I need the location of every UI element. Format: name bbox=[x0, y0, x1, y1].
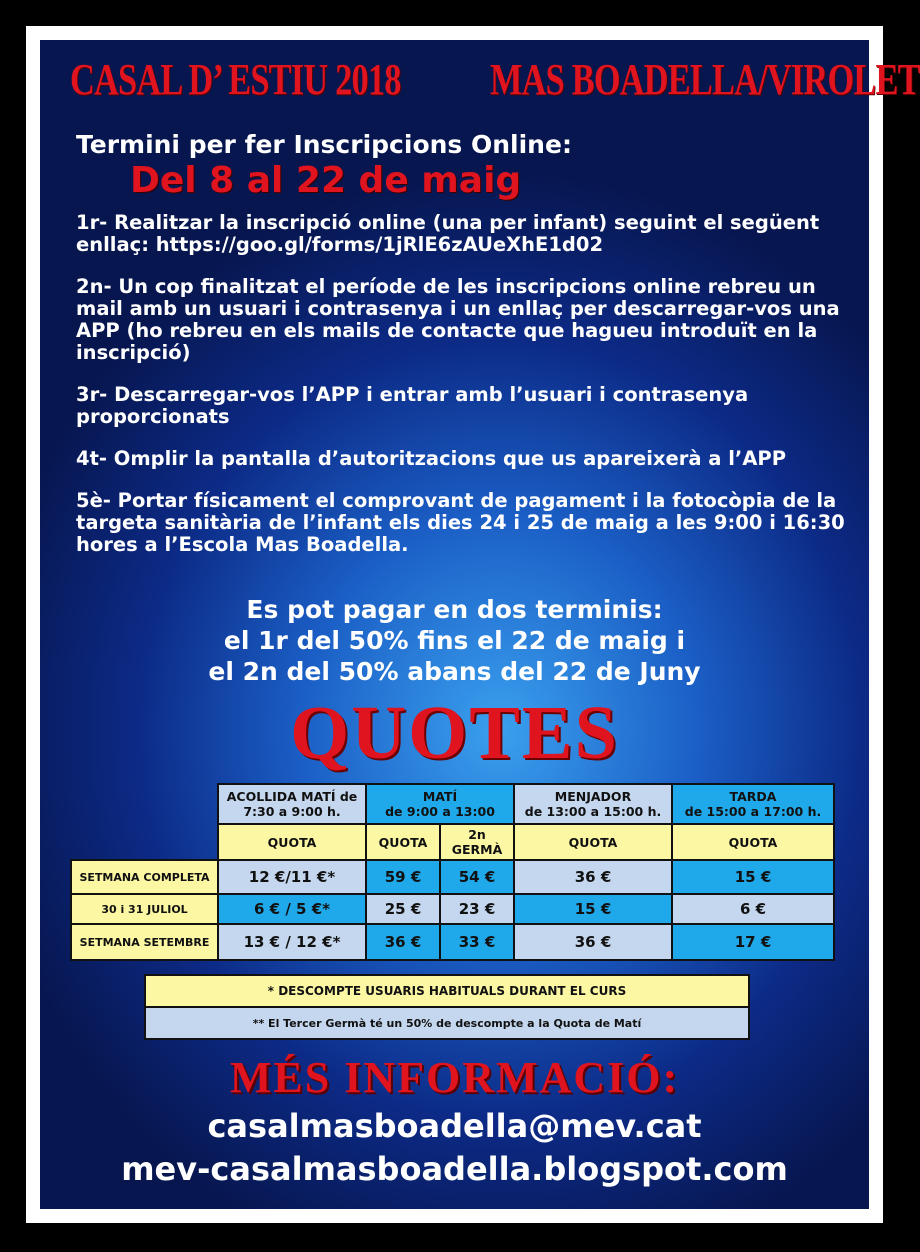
cell-value: 36 € bbox=[366, 924, 440, 960]
header-acollida-title: ACOLLIDA MATÍ de bbox=[226, 789, 358, 804]
cell-value: 23 € bbox=[440, 894, 514, 924]
cell-value: 6 € / 5 €* bbox=[218, 894, 366, 924]
step-5: 5è- Portar físicament el comprovant de pagament i la fotocòpia de la targeta sanitària de l’infant els dies 24 i 25 de maig a les 9:00 i 16:30 hores a l’Escola Mas Boadella. bbox=[76, 489, 845, 556]
poster bbox=[40, 40, 920, 1209]
table-empty-corner bbox=[71, 784, 218, 824]
note-discount: * DESCOMPTE USUARIS HABITUALS DURANT EL CURS bbox=[145, 975, 749, 1007]
subheader-2n-germa: 2n GERMÀ bbox=[440, 824, 514, 860]
title-right: MAS BOADELLA/VIROLET bbox=[490, 55, 920, 104]
payment-line-1: Es pot pagar en dos terminis: bbox=[246, 595, 663, 624]
note-third-sibling: ** El Tercer Germà té un 50% de descompte a la Quota de Matí bbox=[145, 1007, 749, 1039]
subheader-quota: QUOTA bbox=[672, 824, 834, 860]
header-menjador bbox=[514, 784, 672, 824]
cell-value: 6 € bbox=[672, 894, 834, 924]
header-tarda bbox=[672, 784, 834, 824]
quotes-title: QUOTES bbox=[290, 691, 619, 775]
notes-table bbox=[144, 974, 750, 1040]
contact-email[interactable]: casalmasboadella@mev.cat bbox=[207, 1107, 702, 1145]
header-mati-sub: de 9:00 a 13:00 bbox=[385, 804, 495, 819]
cell-value: 15 € bbox=[514, 894, 672, 924]
registration-heading: Termini per fer Inscripcions Online: bbox=[76, 130, 572, 159]
cell-value: 12 €/11 €* bbox=[218, 860, 366, 894]
cell-value: 17 € bbox=[672, 924, 834, 960]
subheader-quota: QUOTA bbox=[366, 824, 440, 860]
table-row bbox=[71, 894, 834, 924]
header-menjador-title: MENJADOR bbox=[554, 789, 632, 804]
header-acollida bbox=[218, 784, 366, 824]
cell-value: 25 € bbox=[366, 894, 440, 924]
payment-info bbox=[40, 594, 869, 687]
subheader-quota: QUOTA bbox=[514, 824, 672, 860]
cell-value: 33 € bbox=[440, 924, 514, 960]
payment-line-3: el 2n del 50% abans del 22 de Juny bbox=[208, 657, 701, 686]
step-4: 4t- Omplir la pantalla d’autoritzacions que us apareixerà a l’APP bbox=[76, 447, 787, 470]
header-menjador-sub: de 13:00 a 15:00 h. bbox=[524, 804, 662, 819]
header-acollida-sub: 7:30 a 9:00 h. bbox=[243, 804, 341, 819]
header-mati bbox=[366, 784, 514, 824]
subheader-quota: QUOTA bbox=[218, 824, 366, 860]
row-label: 30 i 31 JULIOL bbox=[71, 894, 218, 924]
steps-list bbox=[76, 212, 856, 576]
row-label: SETMANA COMPLETA bbox=[71, 860, 218, 894]
header-mati-title: MATÍ bbox=[422, 789, 458, 804]
header-tarda-sub: de 15:00 a 17:00 h. bbox=[684, 804, 822, 819]
cell-value: 36 € bbox=[514, 860, 672, 894]
cell-value: 36 € bbox=[514, 924, 672, 960]
table-empty-corner-2 bbox=[71, 824, 218, 860]
step-1: 1r- Realitzar la inscripció online (una per infant) seguint el següent enllaç: https://goo.gl/forms/1jRlE6zAUeXhE1d02 bbox=[76, 211, 820, 256]
cell-value: 59 € bbox=[366, 860, 440, 894]
table-row bbox=[71, 924, 834, 960]
row-label: SETMANA SETEMBRE bbox=[71, 924, 218, 960]
table-row bbox=[71, 860, 834, 894]
cell-value: 15 € bbox=[672, 860, 834, 894]
registration-dates: Del 8 al 22 de maig bbox=[130, 160, 522, 201]
more-info-title: MÉS INFORMACIÓ: bbox=[229, 1053, 680, 1102]
cell-value: 54 € bbox=[440, 860, 514, 894]
fees-table bbox=[70, 783, 835, 961]
title-left: CASAL D’ ESTIU 2018 bbox=[70, 55, 401, 104]
cell-value: 13 € / 12 €* bbox=[218, 924, 366, 960]
step-3: 3r- Descarregar-vos l’APP i entrar amb l’usuari i contrasenya proporcionats bbox=[76, 383, 749, 428]
step-2: 2n- Un cop finalitzat el període de les inscripcions online rebreu un mail amb un usuari i contrasenya i un enllaç per descarregar-vos una APP (ho rebreu en els mails de contacte que hagueu introduït en la inscripció) bbox=[76, 275, 840, 364]
contact-blog[interactable]: mev-casalmasboadella.blogspot.com bbox=[121, 1150, 788, 1188]
header-tarda-title: TARDA bbox=[729, 789, 777, 804]
payment-line-2: el 1r del 50% fins el 22 de maig i bbox=[223, 626, 686, 655]
